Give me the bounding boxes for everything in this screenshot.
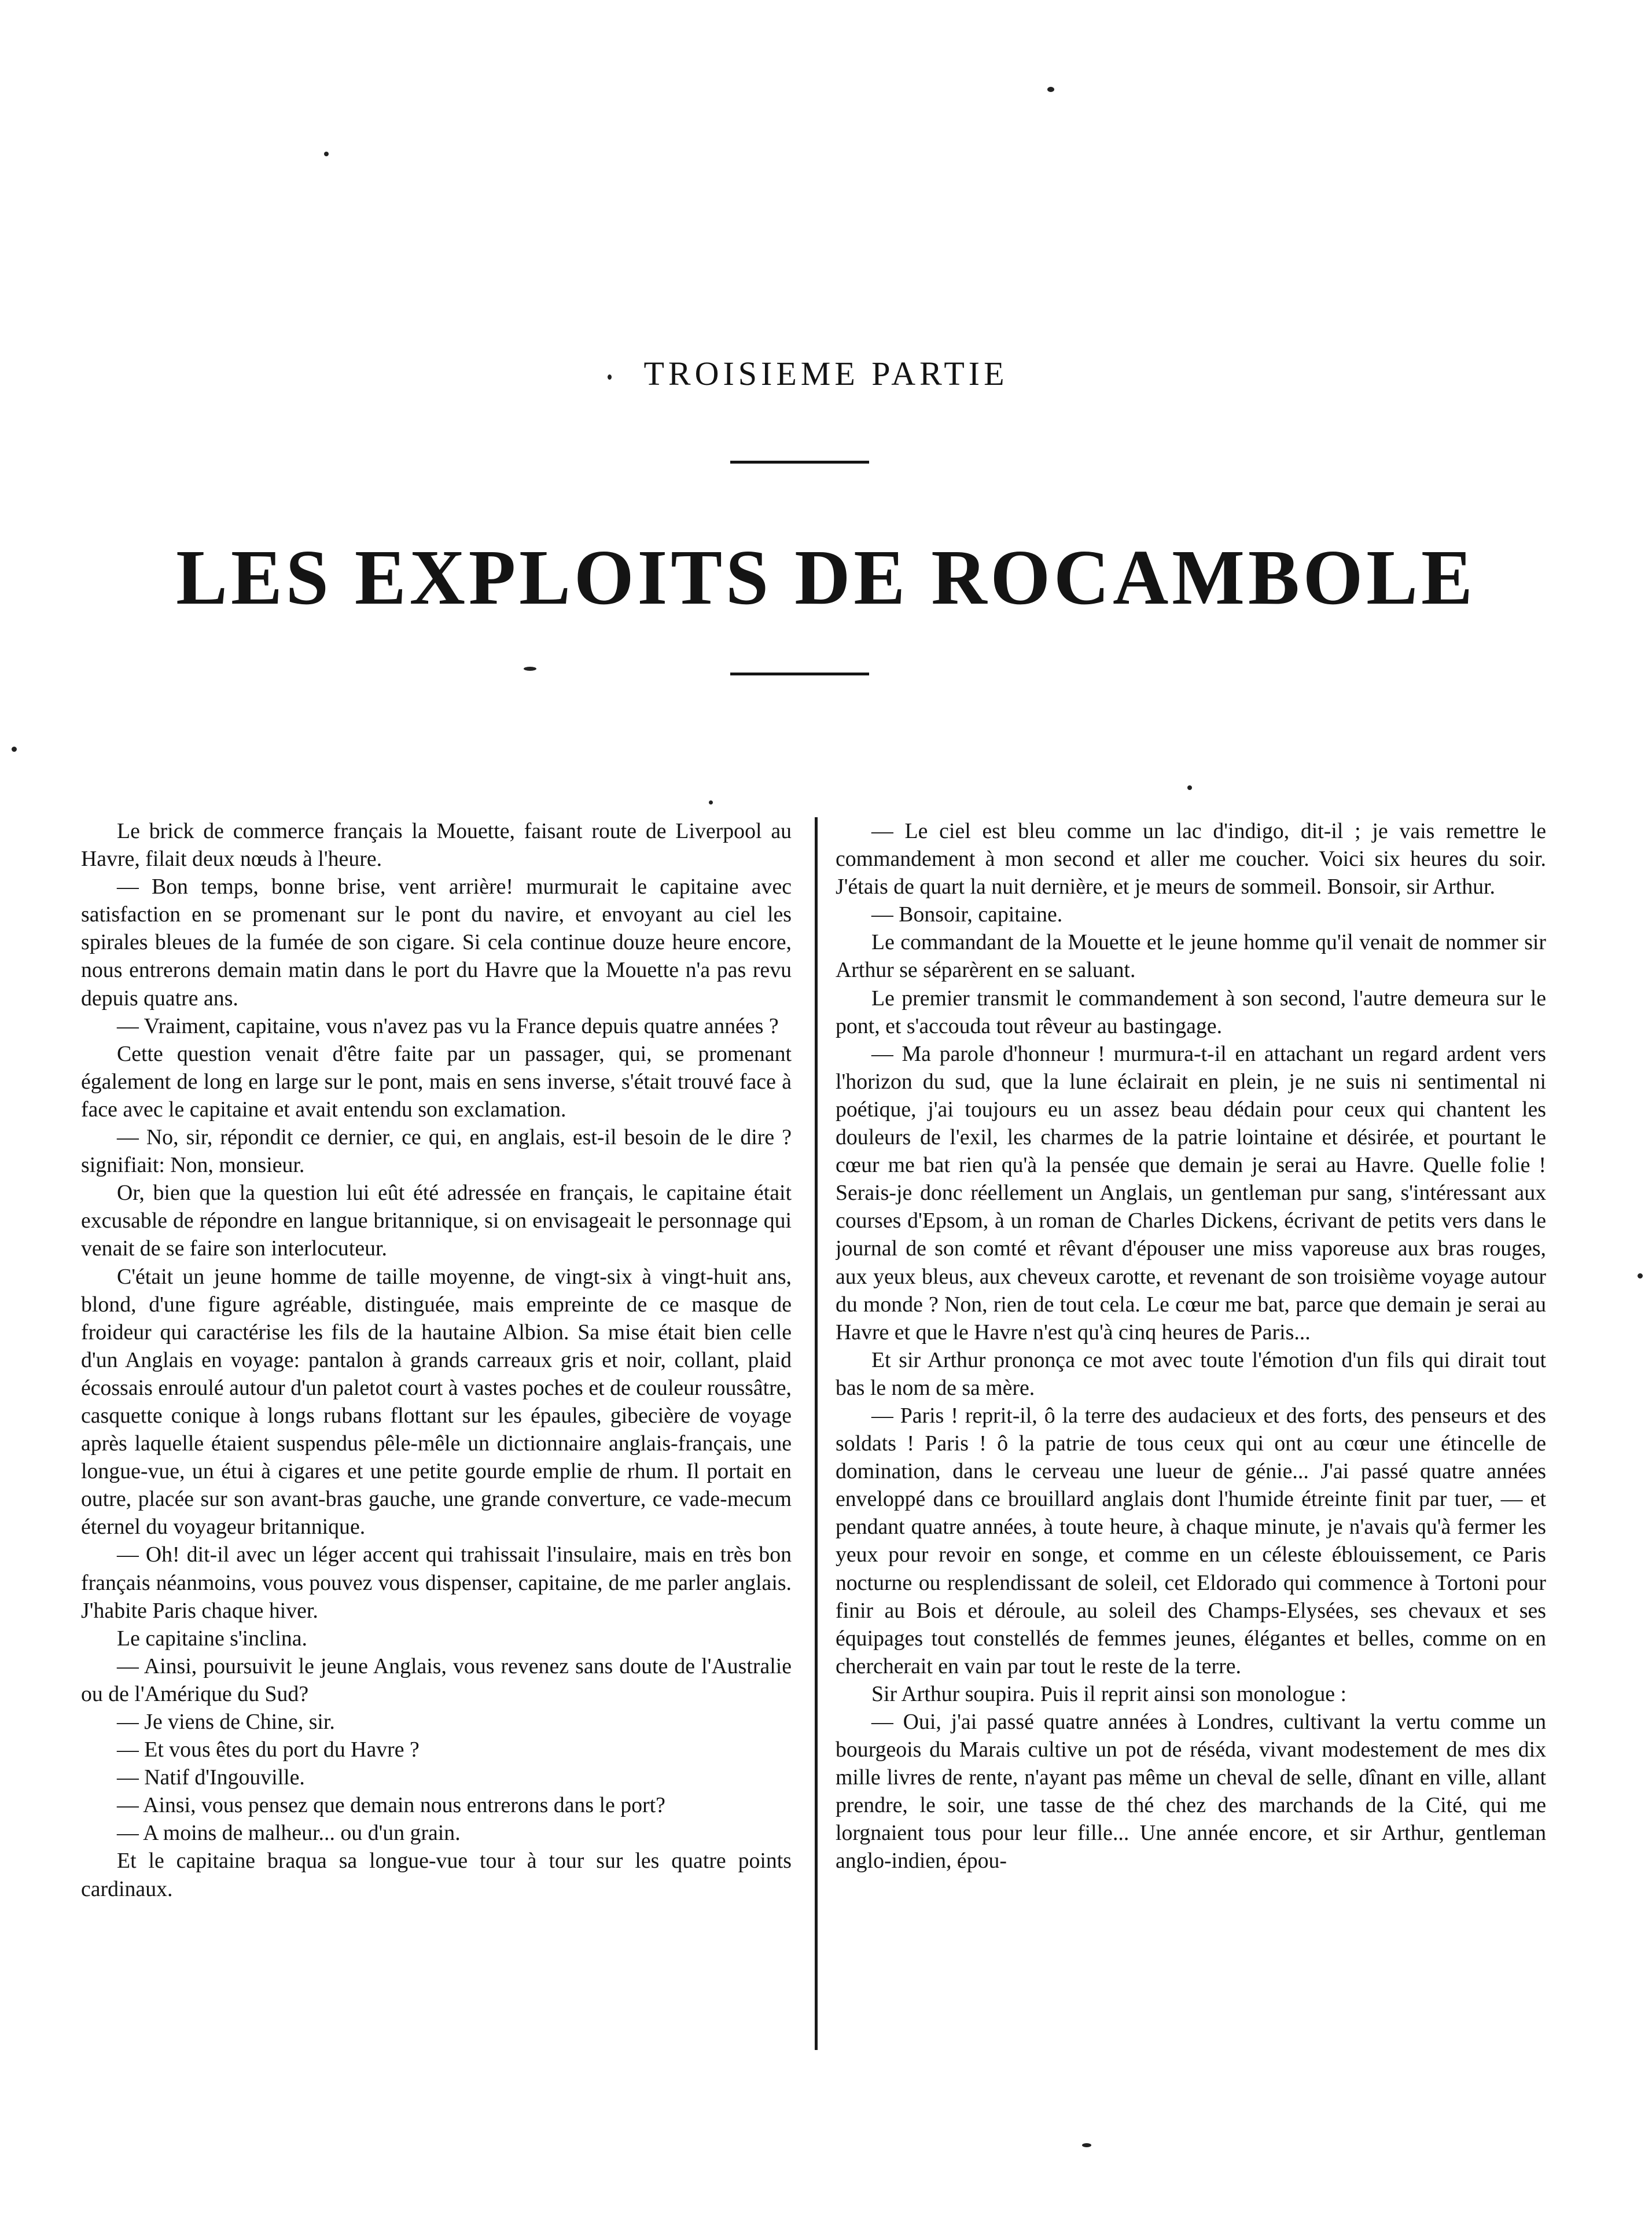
paragraph: — Vraiment, capitaine, vous n'avez pas vu la France depuis quatre années ? <box>117 1013 779 1038</box>
paragraph: — A moins de malheur... ou d'un grain. <box>117 1821 461 1846</box>
part-title: TROISIEME PARTIE <box>643 355 1009 392</box>
paragraph: Le brick de commerce français la Mouette, faisant route de Liverpool au Havre, filait deux nœuds à l'heure. <box>81 819 792 872</box>
paragraph: — Oh! dit-il avec un léger accent qui trahissait l'insulaire, mais en très bon français néanmoins, vous pouvez vous dispenser, capitaine, de me parler anglais. J'habite Paris chaque hiver. <box>81 1542 792 1623</box>
paragraph: — No, sir, répondit ce dernier, ce qui, en anglais, est-il besoin de le dire ? signifiait: Non, monsieur. <box>81 1125 792 1178</box>
paragraph: — Natif d'Ingouville. <box>117 1765 305 1790</box>
paragraph: — Le ciel est bleu comme un lac d'indigo, dit-il ; je vais remettre le commandement à mon second et aller me coucher. Voici six heures du soir. J'étais de quart la nuit dernière, et je meurs de sommeil. Bonsoir, sir Arthur. <box>836 819 1546 899</box>
paragraph: — Ma parole d'honneur ! murmura-t-il en attachant un regard ardent vers l'horizon du sud, que la lune éclairait en plein, je ne suis ni sentimental ni poétique, j'ai toujours eu un assez beau dédain pour ceux qui chantent les douleurs de l'exil, les charmes de la patrie lointaine et désirée, et pourtant le cœur me bat rien qu'à la pensée que demain je serai au Havre. Quelle folie ! Serais-je donc réellement un Anglais, un gentleman pur sang, s'intéressant aux courses d'Epsom, à un roman de Charles Dickens, écrivant de petits vers dans le journal de son comté et rêvant d'épouser une miss vaporeuse aux bras rouges, aux yeux bleus, aux cheveux carotte, et revenant de son troisième voyage autour du monde ? Non, rien de tout cela. Le cœur me bat, parce que demain je serai au Havre et que le Havre n'est qu'à cinq heures de Paris... <box>836 1041 1546 1344</box>
paragraph: — Bonsoir, capitaine. <box>871 902 1063 927</box>
paragraph: — Bon temps, bonne brise, vent arrière! murmurait le capitaine avec satisfaction en se promenant sur le pont du navire, et envoyant au ciel les spirales bleues de la fumée de son cigare. Si cela continue douze heure encore, nous entrerons demain matin dans le port du Havre que la Mouette n'a pas revu depuis quatre ans. <box>81 875 792 1011</box>
paragraph: Le commandant de la Mouette et le jeune homme qu'il venait de nommer sir Arthur se séparèrent en se saluant. <box>836 930 1546 983</box>
scan-speck <box>324 152 329 156</box>
scan-speck <box>608 374 612 380</box>
paragraph: Et le capitaine braqua sa longue-vue tour à tour sur les quatre points cardinaux. <box>81 1849 792 1901</box>
right-column <box>836 817 1546 2091</box>
scan-speck <box>524 667 536 671</box>
paragraph: — Je viens de Chine, sir. <box>117 1710 335 1734</box>
paragraph: C'était un jeune homme de taille moyenne, de vingt-six à vingt-huit ans, blond, d'une figure agréable, distinguée, mais empreinte de ce masque de froideur qui caractérise les fils de la hautaine Albion. Sa mise était bien celle d'un Anglais en voyage: pantalon à grands carreaux gris et noir, collant, plaid écossais enroulé autour d'un paletot court à vastes poches et de couleur roussâtre, casquette conique à longs rubans flottant sur les épaules, gibecière de voyage après laquelle étaient suspendus pêle-mêle un dictionnaire anglais-français, une longue-vue, un étui à cigares et une petite gourde emplie de rhum. Il portait en outre, placée sur son avant-bras gauche, une grande converture, ce vade-mecum éternel du voyageur britannique. <box>81 1264 792 1540</box>
paragraph: Or, bien que la question lui eût été adressée en français, le capitaine était excusable de répondre en langue britannique, si on envisageait le personnage qui venait de se faire son interlocuteur. <box>81 1181 792 1261</box>
paragraph: Sir Arthur soupira. Puis il reprit ainsi son monologue : <box>871 1681 1346 1706</box>
title-rule-bottom <box>730 673 869 675</box>
paragraph: — Ainsi, poursuivit le jeune Anglais, vous revenez sans doute de l'Australie ou de l'Amérique du Sud? <box>81 1654 792 1706</box>
paragraph: Le premier transmit le commandement à son second, l'autre demeura sur le pont, et s'accouda tout rêveur au bastingage. <box>836 986 1546 1038</box>
main-title: LES EXPLOITS DE ROCAMBOLE <box>176 534 1476 621</box>
paragraph: Le capitaine s'inclina. <box>117 1626 307 1651</box>
scan-speck <box>1047 87 1054 92</box>
scan-speck <box>1187 785 1192 790</box>
left-column <box>81 817 792 2091</box>
paragraph: Et sir Arthur prononça ce mot avec toute l'émotion d'un fils qui dirait tout bas le nom de sa mère. <box>836 1347 1546 1400</box>
column-divider <box>815 817 818 2050</box>
scan-speck <box>1638 1273 1643 1279</box>
paragraph: — Oui, j'ai passé quatre années à Londres, cultivant la vertu comme un bourgeois du Marais cultive un pot de réséda, vivant modestement de mes dix mille livres de rente, n'ayant pas même un cheval de selle, dînant en ville, allant prendre, le soir, une tasse de thé chez des marchands de la Cité, qui me lorgnaient tous pour leur fille... Une année encore, et sir Arthur, gentleman anglo-indien, épou- <box>836 1710 1546 1873</box>
paragraph: — Ainsi, vous pensez que demain nous entrerons dans le port? <box>117 1793 665 1818</box>
paragraph: Cette question venait d'être faite par un passager, qui, se promenant également de long en large sur le pont, mais en sens inverse, s'était trouvé face à face avec le capitaine et avait entendu son exclamation. <box>81 1041 792 1122</box>
paragraph: — Et vous êtes du port du Havre ? <box>117 1737 420 1762</box>
scan-speck <box>709 800 713 804</box>
title-rule-top <box>730 461 869 464</box>
scan-speck <box>12 747 17 752</box>
paragraph: — Paris ! reprit-il, ô la terre des audacieux et des forts, des penseurs et des soldats ! Paris ! ô la patrie de tous ceux qui ont au cœur une étincelle de domination, dans le cerveau une lueur de génie... J'ai passé quatre années enveloppé dans ce brouillard anglais dont l'humide étreinte finit par tuer, — et pendant quatre années, à toute heure, à chaque minute, je n'avais qu'à fermer les yeux pour revoir en songe, et comme en un céleste éblouissement, ce Paris nocturne ou resplendissant de soleil, cet Eldorado qui commence à Tortoni pour finir au Bois et déroule, au soleil des Champs-Elysées, ses chevaux et ses équipages tout constellés de femmes jeunes, élégantes et belles, comme on en chercherait en vain par tout le reste de la terre. <box>836 1403 1546 1678</box>
scan-speck <box>1082 2143 1091 2147</box>
